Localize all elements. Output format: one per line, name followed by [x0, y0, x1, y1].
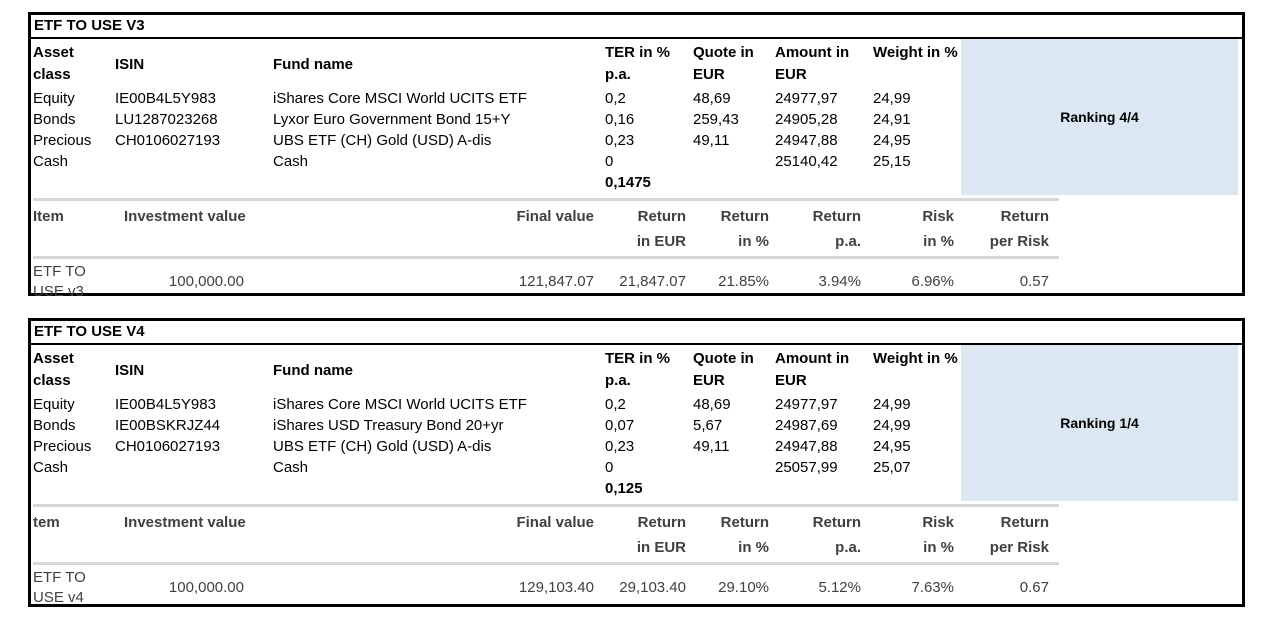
fund-cell-name: iShares Core MSCI World UCITS ETF — [273, 90, 527, 107]
column-header-quote: Quote in EUR — [693, 44, 754, 83]
perf-header-item: tem — [33, 514, 60, 531]
average-ter-value: 0,1475 — [605, 174, 651, 191]
perf-subheader-in-pct: in % — [738, 233, 769, 250]
fund-cell-amount: 24987,69 — [775, 417, 838, 434]
fund-cell-isin: LU1287023268 — [115, 111, 218, 128]
performance-row — [33, 565, 1059, 609]
fund-cell-ter: 0,07 — [605, 417, 635, 434]
fund-cell-quote: 49,11 — [693, 438, 730, 455]
column-header-quote: Quote in EUR — [693, 350, 754, 389]
fund-cell-quote: 259,43 — [693, 111, 739, 128]
fund-cell-isin — [115, 151, 273, 172]
perf-cell-return-pct: 21.85% — [718, 273, 769, 290]
fund-cell-ter: 0,23 — [605, 132, 635, 149]
etf-panel-v4 — [28, 318, 1245, 607]
perf-header-return-eur: Return — [637, 514, 686, 531]
column-header-weight: Weight in % — [873, 44, 958, 61]
perf-header-return-pct: Return — [720, 208, 769, 225]
fund-cell-quote: 48,69 — [693, 90, 731, 107]
fund-cell-name: Cash — [273, 153, 309, 170]
fund-cell-amount: 25140,42 — [775, 153, 838, 170]
column-header-asset-class: Asset class — [33, 350, 74, 389]
perf-subheader-risk-pct: in % — [923, 539, 954, 556]
column-header-amount: Amount in EUR — [775, 44, 850, 83]
fund-cell-amount: 25057,99 — [775, 459, 838, 476]
fund-cell-asset: Cash — [33, 459, 69, 476]
perf-cell-item: ETF TO USE v4 — [33, 569, 86, 606]
fund-cell-isin: IE00BSKRJZ44 — [115, 417, 221, 434]
fund-cell-weight: 24,91 — [873, 111, 911, 128]
perf-subheader-in-eur: in EUR — [636, 233, 686, 250]
fund-cell-name: iShares Core MSCI World UCITS ETF — [273, 396, 527, 413]
fund-cell-weight: 25,07 — [873, 459, 911, 476]
perf-cell-investment: 100,000.00 — [168, 579, 244, 596]
perf-header-item: Item — [33, 208, 64, 225]
performance-header — [33, 507, 1059, 565]
perf-cell-return-per-risk: 0.57 — [1019, 273, 1049, 290]
fund-cell-name: UBS ETF (CH) Gold (USD) A-dis — [273, 438, 492, 455]
fund-cell-asset: Precious — [33, 132, 92, 149]
perf-cell-return-eur: 29,103.40 — [619, 579, 686, 596]
fund-cell-amount: 24947,88 — [775, 438, 838, 455]
fund-cell-amount: 24905,28 — [775, 111, 838, 128]
perf-header-final-value: Final value — [516, 514, 594, 531]
fund-cell-ter: 0,2 — [605, 90, 626, 107]
perf-header-risk: Risk — [922, 208, 954, 225]
panel-title: ETF TO USE V3 — [31, 15, 1242, 39]
fund-cell-ter: 0,2 — [605, 396, 626, 413]
fund-cell-quote: 49,11 — [693, 132, 730, 149]
perf-subheader-per-risk: per Risk — [989, 539, 1049, 556]
column-header-ter: TER in % p.a. — [605, 44, 671, 83]
fund-cell-name: iShares USD Treasury Bond 20+yr — [273, 417, 504, 434]
perf-cell-risk: 6.96% — [911, 273, 954, 290]
column-header-isin: ISIN — [115, 56, 145, 73]
column-header-fund-name: Fund name — [273, 362, 354, 379]
fund-cell-asset: Equity — [33, 396, 75, 413]
perf-cell-item: ETF TO USE v3 — [33, 263, 86, 300]
perf-header-return-pa: Return — [812, 208, 861, 225]
perf-header-return-pa: Return — [812, 514, 861, 531]
column-header-fund-name: Fund name — [273, 56, 354, 73]
fund-cell-name: Cash — [273, 459, 309, 476]
perf-header-risk: Risk — [922, 514, 954, 531]
fund-cell-asset: Precious — [33, 438, 92, 455]
perf-header-return-per-risk: Return — [1000, 208, 1049, 225]
panel-title: ETF TO USE V4 — [31, 321, 1242, 345]
column-header-amount: Amount in EUR — [775, 350, 850, 389]
fund-table — [33, 348, 961, 499]
fund-cell-quote — [693, 151, 775, 172]
perf-header-investment: Investment value — [124, 514, 246, 531]
perf-subheader-in-pct: in % — [738, 539, 769, 556]
perf-subheader-pa: p.a. — [835, 539, 861, 556]
fund-cell-quote: 48,69 — [693, 396, 731, 413]
perf-cell-return-per-risk: 0.67 — [1019, 579, 1049, 596]
perf-cell-return-eur: 21,847.07 — [619, 273, 686, 290]
column-header-weight: Weight in % — [873, 350, 958, 367]
fund-cell-ter: 0,16 — [605, 111, 635, 128]
fund-cell-amount: 24947,88 — [775, 132, 838, 149]
fund-cell-weight: 24,95 — [873, 438, 911, 455]
fund-cell-amount: 24977,97 — [775, 90, 838, 107]
perf-subheader-risk-pct: in % — [923, 233, 954, 250]
fund-cell-ter: 0,23 — [605, 438, 635, 455]
performance-header — [33, 201, 1059, 259]
perf-subheader-pa: p.a. — [835, 233, 861, 250]
fund-cell-isin: IE00B4L5Y983 — [115, 396, 216, 413]
perf-subheader-in-eur: in EUR — [636, 539, 686, 556]
perf-cell-return-pct: 29.10% — [718, 579, 769, 596]
fund-table — [33, 42, 961, 193]
perf-cell-investment: 100,000.00 — [168, 273, 244, 290]
fund-cell-weight: 24,99 — [873, 90, 911, 107]
fund-cell-isin: CH0106027193 — [115, 438, 221, 455]
ranking-badge: Ranking 4/4 — [961, 39, 1238, 195]
perf-cell-final-value: 129,103.40 — [518, 579, 594, 596]
average-ter-value: 0,125 — [605, 480, 643, 497]
fund-cell-name: UBS ETF (CH) Gold (USD) A-dis — [273, 132, 492, 149]
fund-cell-isin: IE00B4L5Y983 — [115, 90, 216, 107]
fund-cell-isin: CH0106027193 — [115, 132, 221, 149]
perf-header-return-per-risk: Return — [1000, 514, 1049, 531]
column-header-ter: TER in % p.a. — [605, 350, 671, 389]
fund-cell-weight: 24,99 — [873, 417, 911, 434]
column-header-asset-class: Asset class — [33, 44, 74, 83]
fund-cell-asset: Bonds — [33, 417, 76, 434]
fund-cell-ter: 0 — [605, 153, 614, 170]
performance-row — [33, 259, 1059, 303]
fund-cell-weight: 24,99 — [873, 396, 911, 413]
fund-cell-weight: 25,15 — [873, 153, 911, 170]
fund-cell-quote — [693, 457, 775, 478]
perf-cell-return-pa: 5.12% — [818, 579, 861, 596]
fund-cell-asset: Bonds — [33, 111, 76, 128]
perf-header-investment: Investment value — [124, 208, 246, 225]
fund-cell-amount: 24977,97 — [775, 396, 838, 413]
perf-header-return-pct: Return — [720, 514, 769, 531]
performance-table — [33, 198, 1059, 303]
perf-header-return-eur: Return — [637, 208, 686, 225]
fund-cell-ter: 0 — [605, 459, 614, 476]
fund-cell-quote: 5,67 — [693, 417, 723, 434]
fund-cell-isin — [115, 457, 273, 478]
fund-cell-asset: Equity — [33, 90, 75, 107]
performance-table — [33, 504, 1059, 609]
fund-cell-weight: 24,95 — [873, 132, 911, 149]
perf-header-final-value: Final value — [516, 208, 594, 225]
fund-cell-name: Lyxor Euro Government Bond 15+Y — [273, 111, 511, 128]
perf-cell-return-pa: 3.94% — [818, 273, 861, 290]
fund-cell-asset: Cash — [33, 153, 69, 170]
column-header-isin: ISIN — [115, 362, 145, 379]
perf-cell-risk: 7.63% — [911, 579, 954, 596]
ranking-badge: Ranking 1/4 — [961, 345, 1238, 501]
perf-cell-final-value: 121,847.07 — [518, 273, 594, 290]
perf-subheader-per-risk: per Risk — [989, 233, 1049, 250]
etf-panel-v3 — [28, 12, 1245, 300]
